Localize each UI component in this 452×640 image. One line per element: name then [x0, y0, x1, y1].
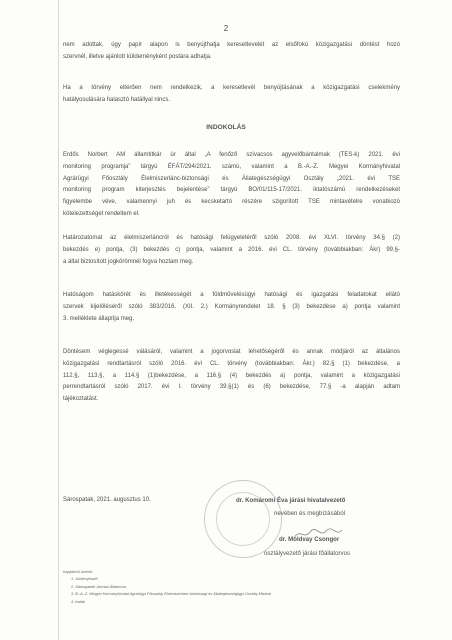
distribution-item: 2. Sárospataki Jáórási Állatorvos — [71, 584, 127, 589]
paragraph-line: Határozatomat az élelmiszerláncról és hatósági felügyeletéről szóló 2008. évi XLVI. törvény 34.§ (2) — [63, 235, 400, 241]
distribution-title: Kapják/ról üzenik: — [63, 570, 93, 574]
paragraph-line: Agrárügyi Főosztály Élelmiszerlánc-biztonsági és Állategészségügyi Osztály „2021. évi TSE — [63, 175, 400, 182]
paragraph-line: perrendtartásról szóló 2017. évi I. törvény 39.§(1) és (6) bekezdése, 77.§ -a alapján adtam — [63, 384, 400, 391]
distribution-item: 1. Juhtenyésztő — [71, 577, 98, 582]
paragraph-line: tájékoztatást. — [63, 396, 99, 403]
signature-on-behalf: nevében és megbízásából — [274, 510, 346, 517]
distribution-list — [63, 569, 271, 606]
paragraph-line: Hatóságom hatáskörét és illetékességét a földművelésügyi hatósági és igazgatási feladatokat ellátó — [63, 292, 400, 298]
page-number: 2 — [223, 24, 229, 33]
paragraph-line: Ha a törvény eltérően nem rendelkezik, a keresetlevél benyújtásának a közigazgatási cselekmény — [63, 85, 400, 91]
signatory-name: dr. Moldvay Csongor — [279, 536, 340, 543]
paragraph-line: 112.§, 113.§, a 114.§ (1)bekezdése, a 116.§ (4) bekezdés a) pontja, valamint a közigazgatási — [63, 372, 400, 379]
paragraph-line: nem adottak, úgy papír alapon is benyújthatja keresetlevelét az elsőfokú közigazgatási döntést hozó — [63, 42, 400, 48]
paragraph-line: Erdős Norbert AM államtitkár úr által „A fenőző szívacsos agyvelőbántalmak (TES-k) 2021. évi — [63, 152, 400, 158]
paragraph-line: 3. melléklete állapítja meg. — [63, 315, 135, 322]
paragraph-competence — [63, 290, 400, 325]
paragraph-line: figyelembe véve, valamennyi juh és kecsketartó részére szigorított TSE mintavételre vonatkozó — [63, 199, 400, 206]
paragraph-line: közigazgatási rendtartásról szóló 2016. évi CL. törvény (továbbiakban: Ákr.) 82.§ (1) bekezdése, a — [63, 360, 400, 367]
signature-authority-name: dr. Komáromi Éva járási hivatalvezető — [236, 497, 346, 504]
paragraph-line: szervek kijelöléséről szóló 383/2016. (XII. 2.) Kormányrendelet 18. § (3) bekezdése a) pontja valamint — [63, 303, 400, 310]
distribution-item: 4. Irattár — [71, 599, 86, 604]
paragraph-line: szervnél, illetve ajánlott küldeményként postára adhatja. — [63, 53, 212, 60]
place-and-date: Sárospatak, 2021. augusztus 10. — [63, 497, 151, 503]
paragraph-line: monitoring programja” tárgyú ÉFÁT/294/2021. számú, valamint a B.-A.-Z. Megyei Kormányhivatal — [63, 163, 400, 170]
binding-margin-line — [58, 0, 59, 640]
paragraph-legal-background — [63, 150, 400, 221]
signatory-title: osztályvezető járási főállatorvos — [264, 550, 351, 557]
paragraph-authority-basis — [63, 233, 400, 268]
paragraph-remedy-submission — [63, 40, 400, 64]
paragraph-finality — [63, 347, 400, 406]
section-heading: INDOKOLÁS — [206, 124, 246, 131]
paragraph-line: monitoring program kiterjesztés bejelentése” tárgyú BO/01/115-17/2021. iktatószámú rendelkezéseket — [63, 187, 400, 194]
distribution-item: 3. B.-A.-Z. Megyei Kormányhivatal Agrárügyi Főosztály Élelmiszerlánc-biztonsági és Állategészségügyi Osztály Miskolc — [71, 592, 272, 597]
paragraph-line: Döntésem véglegessé válásáról, valamint a jogorvoslat lehetőségéről és annak módjáról az általános — [63, 349, 400, 355]
paragraph-line: kötelezettséget rendeltem el. — [63, 210, 140, 217]
paragraph-line: bekezdés e) pontja, (3) bekezdés c) pontja, valamint a 2016. évi CL. törvény (továbbiakban: Ákr) 99.§- — [63, 246, 400, 253]
paragraph-suspensive-effect — [63, 83, 400, 107]
paragraph-line: a által biztosított jogkörömnél fogva hoztam meg. — [63, 258, 194, 265]
paragraph-line: hatályosulására halasztó hatállyal nincs. — [63, 96, 171, 103]
